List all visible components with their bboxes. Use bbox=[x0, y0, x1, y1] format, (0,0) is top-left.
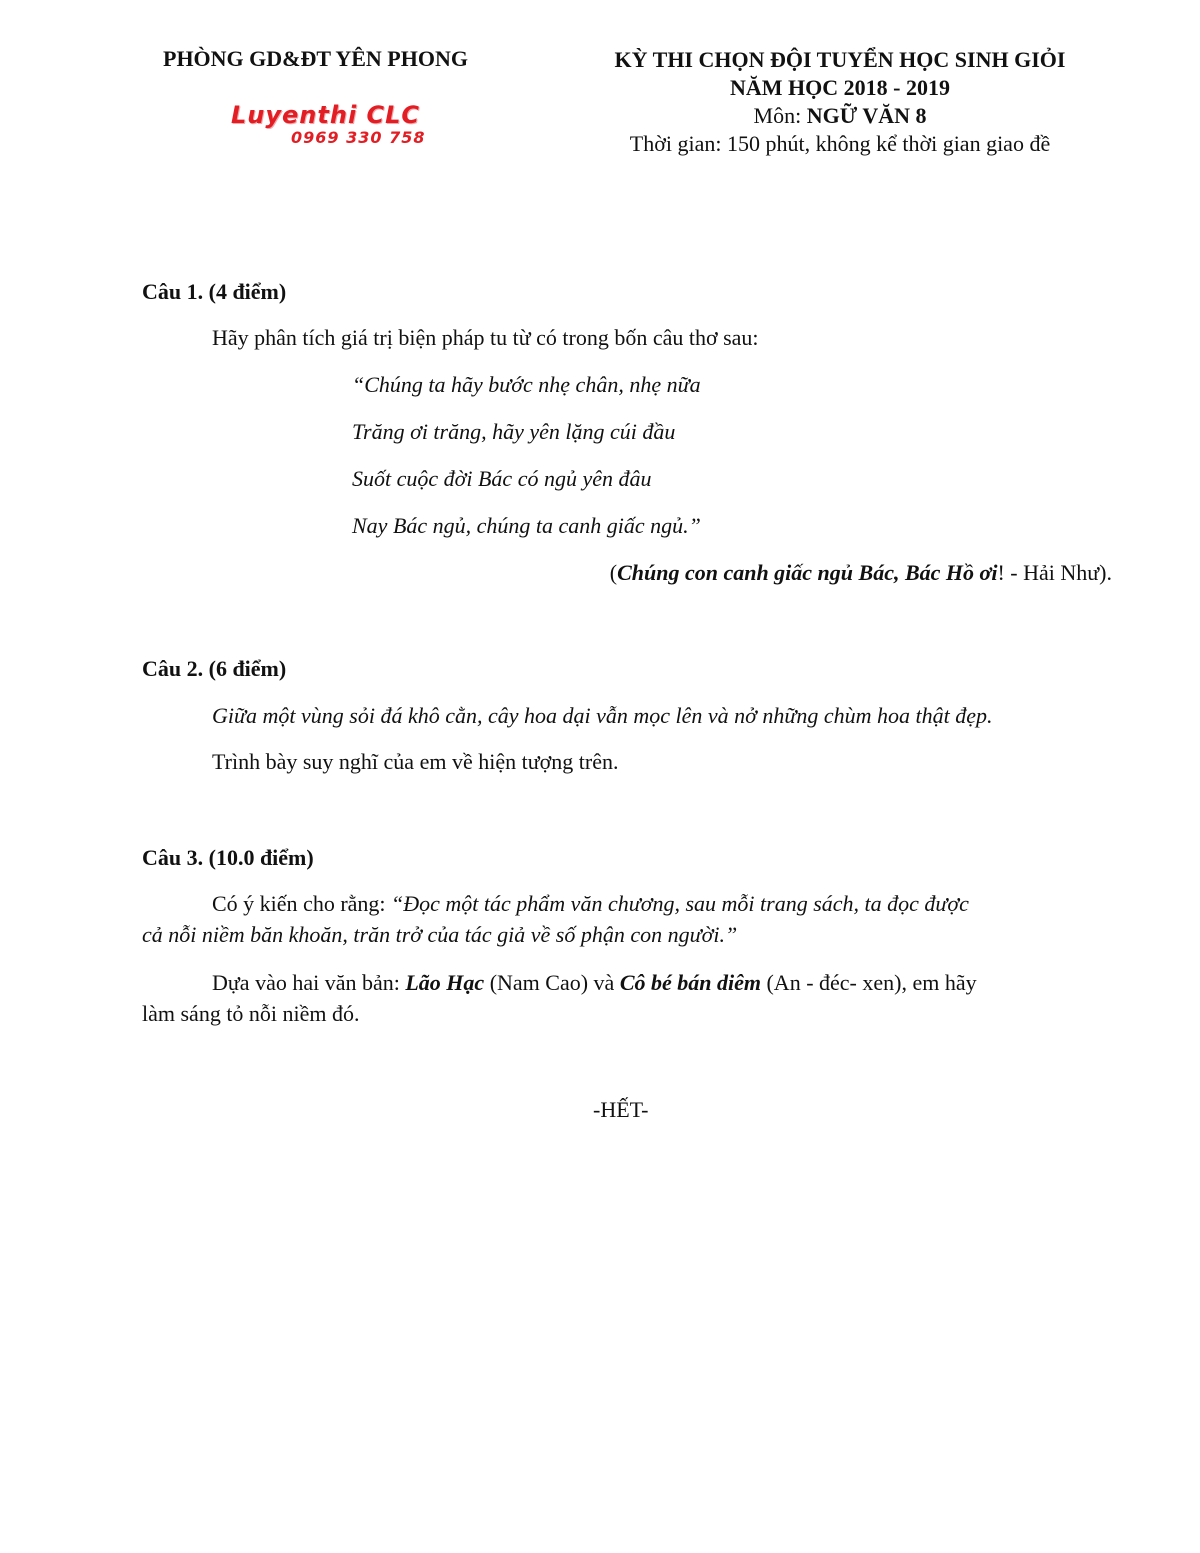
q1-prompt: Hãy phân tích giá trị biện pháp tu từ có trong bốn câu thơ sau: bbox=[212, 325, 759, 350]
source-title: Chúng con canh giấc ngủ Bác, Bác Hồ ơi bbox=[617, 560, 998, 585]
q3-task-a: Dựa vào hai văn bản: bbox=[212, 970, 406, 995]
logo-name: Luyenthi CLC bbox=[231, 101, 421, 129]
subject-name: NGỮ VĂN 8 bbox=[806, 103, 927, 128]
exam-title: KỲ THI CHỌN ĐỘI TUYỂN HỌC SINH GIỎI bbox=[614, 47, 1066, 72]
poem-source bbox=[610, 560, 1112, 586]
department-name: PHÒNG GD&ĐT YÊN PHONG bbox=[163, 46, 468, 71]
poem-line-2: Trăng ơi trăng, hãy yên lặng cúi đầu bbox=[352, 419, 676, 444]
poem-line-1: “Chúng ta hãy bước nhẹ chân, nhẹ nữa bbox=[352, 372, 701, 397]
q3-work-2: Cô bé bán diêm bbox=[619, 970, 761, 995]
q3-author-2: (An - đéc- xen), em hãy bbox=[760, 970, 977, 995]
end-mark: -HẾT- bbox=[593, 1097, 649, 1122]
source-rest: ! - Hải Như). bbox=[997, 560, 1112, 585]
subject-line bbox=[560, 102, 1120, 130]
q2-heading: Câu 2. (6 điểm) bbox=[142, 656, 287, 681]
exam-header bbox=[560, 46, 1120, 158]
q3-work-1: Lão Hạc bbox=[405, 970, 485, 995]
brand-logo bbox=[231, 101, 451, 147]
q1-heading: Câu 1. (4 điểm) bbox=[142, 279, 287, 304]
q3-intro: Có ý kiến cho rằng: bbox=[212, 891, 392, 916]
poem-line-3: Suốt cuộc đời Bác có ngủ yên đâu bbox=[352, 466, 652, 491]
q3-opinion-1: “Đọc một tác phẩm văn chương, sau mỗi trang sách, ta đọc được bbox=[391, 891, 969, 916]
q3-heading: Câu 3. (10.0 điểm) bbox=[142, 845, 314, 870]
q3-author-1: (Nam Cao) và bbox=[484, 970, 620, 995]
source-open: ( bbox=[609, 560, 618, 585]
q2-quote: Giữa một vùng sỏi đá khô cằn, cây hoa dại vẫn mọc lên và nở những chùm hoa thật đẹp. bbox=[212, 703, 993, 728]
q3-task-line-2: làm sáng tỏ nỗi niềm đó. bbox=[142, 1001, 360, 1026]
q2-task: Trình bày suy nghĩ của em về hiện tượng trên. bbox=[212, 749, 619, 774]
logo-phone: 0969 330 758 bbox=[291, 128, 426, 147]
q3-task-line-1 bbox=[212, 970, 977, 996]
q3-opinion-line-1 bbox=[212, 891, 969, 917]
school-year: NĂM HỌC 2018 - 2019 bbox=[730, 75, 950, 100]
subject-prefix: Môn: bbox=[753, 103, 807, 128]
time-note: Thời gian: 150 phút, không kể thời gian giao đề bbox=[629, 131, 1051, 156]
q3-opinion-line-2: cả nỗi niềm băn khoăn, trăn trở của tác giả về số phận con người.” bbox=[142, 922, 738, 947]
poem-line-4: Nay Bác ngủ, chúng ta canh giấc ngủ.” bbox=[352, 513, 701, 538]
